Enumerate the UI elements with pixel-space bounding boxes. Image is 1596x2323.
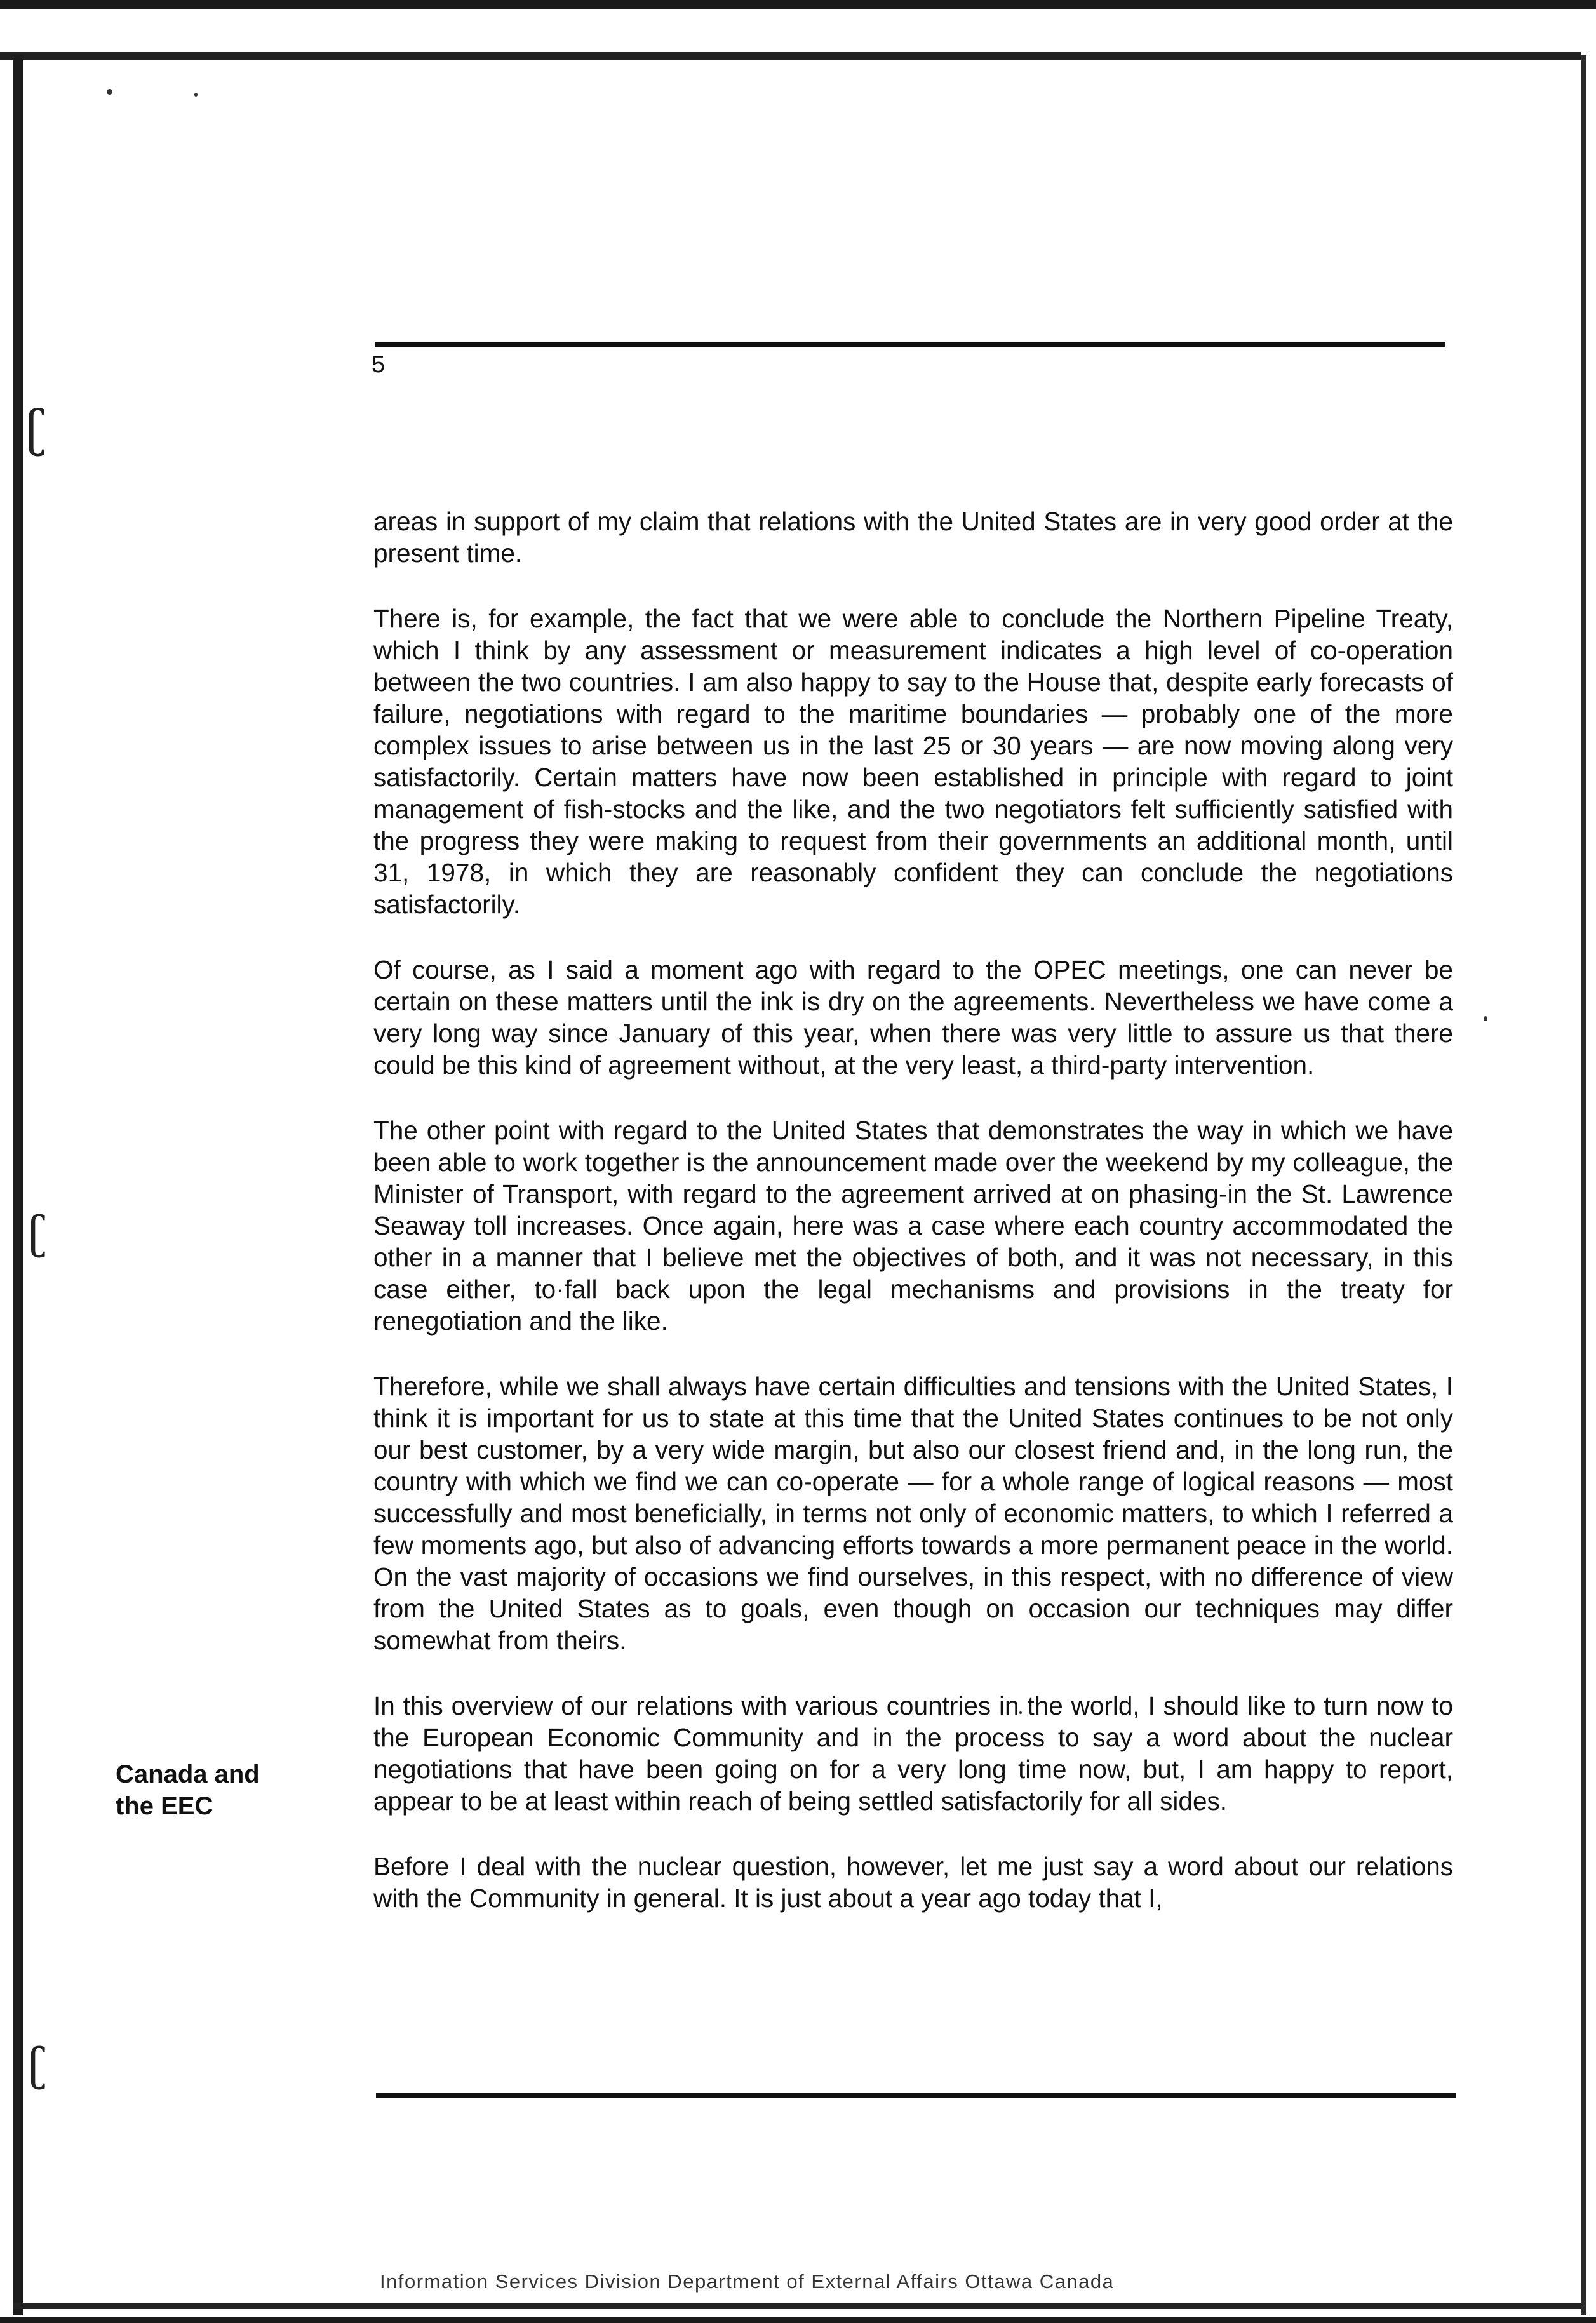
paragraph: Of course, as I said a moment ago with regard to the OPEC meetings, one can never be certain on these matters until the ink is dry on the agreements. Nevertheless we have come a very long way since January of this year, when there was very little to assure us that there could be this kind of agreement without, at the very least, a third-party intervention. (373, 955, 1453, 1080)
footer-rule (376, 2093, 1456, 2098)
page-number: 5 (372, 351, 386, 378)
scan-border-left (13, 55, 23, 2315)
scan-speck (194, 93, 198, 97)
margin-heading-line: Canada and (116, 1760, 260, 1788)
margin-heading (116, 1758, 260, 1822)
paragraph: There is, for example, the fact that we were able to conclude the Northern Pipeline Treaty, which I think by any assessment or measurement indicates a high level of co-operation between the two countries. I am also happy to say to the House that, despite early forecasts of failure, negotiations with regard to the maritime boundaries — probably one of the more complex issues to arise between us in the last 25 or 30 years — are now moving along very satisfactorily. Certain matters have now been established in principle with regard to joint management of fish-stocks and the like, and the two negotiators felt sufficiently satisfied with the progress they were making to request from their governments an additional month, until 31, 1978, in which they are reasonably confident they can conclude the negotiations satisfactorily. (373, 604, 1453, 919)
scan-speck (107, 89, 112, 95)
scan-border-right (1581, 55, 1586, 2315)
paragraph: Therefore, while we shall always have certain difficulties and tensions with the United States, I think it is important for us to state at this time that the United States continues to be not only our best customer, by a very wide margin, but also our closest friend and, in the long run, the country with which we find we can co-operate — for a whole range of logical reasons — most successfully and most beneficially, in terms not only of economic matters, to which I referred a few moments ago, but also of advancing efforts towards a more permanent peace in the world. On the vast majority of occasions we find ourselves, in this respect, with no difference of view from the United States as to goals, even though on occasion our techniques may differ somewhat from theirs. (373, 1372, 1453, 1655)
paragraph: In this overview of our relations with various countries in the world, I should like to turn now to the European Economic Community and in the process to say a word about the nuclear negotiations that have been going on for a very long time now, but, I am happy to report, appear to be at least within reach of being settled satisfactorily for all sides. (373, 1691, 1453, 1816)
header-rule (375, 342, 1445, 347)
binding-mark: ʗ (28, 2038, 47, 2091)
footer-text: Information Services Division Department of External Affairs Ottawa Canada (380, 2270, 1115, 2293)
scan-border-bottom (0, 2317, 1596, 2323)
margin-heading-line: the EEC (116, 1792, 213, 1820)
paragraph: The other point with regard to the United States that demonstrates the way in which we have been able to work together is the announcement made over the weekend by my colleague, the Minister of Transport, with regard to the agreement arrived at on phasing-in the St. Lawrence Seaway toll increases. Once again, here was a case where each country accommodated the other in a manner that I believe met the objectives of both, and it was not necessary, in this case either, to·fall back upon the legal mechanisms and provisions in the treaty for renegotiation and the like. (373, 1116, 1453, 1336)
binding-mark: ʗ (25, 400, 46, 457)
binding-mark: ʗ (28, 1207, 47, 1259)
body-text (373, 505, 1453, 1914)
scan-border-bottom-inner (13, 2303, 1581, 2309)
paragraph: areas in support of my claim that relations with the United States are in very good order at the present time. (373, 507, 1453, 568)
scan-border-top-inner (0, 52, 1581, 60)
scan-border-top (0, 0, 1596, 9)
scan-speck (1484, 1016, 1487, 1021)
paragraph: Before I deal with the nuclear question, however, let me just say a word about our relations with the Community in general. It is just about a year ago today that I, (373, 1852, 1453, 1913)
